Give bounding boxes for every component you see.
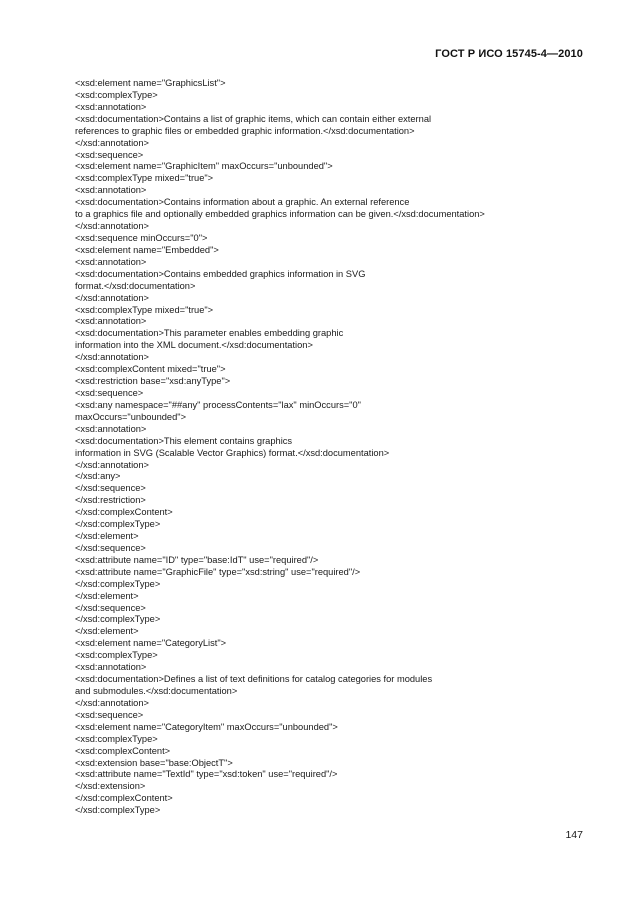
code-line: <xsd:complexType mixed="true"> bbox=[75, 173, 214, 184]
code-line: information into the XML document.</xsd:documentation> bbox=[75, 340, 313, 351]
code-line: <xsd:sequence> bbox=[75, 149, 144, 160]
code-line: </xsd:annotation> bbox=[75, 459, 149, 470]
code-line: </xsd:complexContent> bbox=[75, 793, 173, 804]
page-header-standard-id: ГОСТ Р ИСО 15745-4—2010 bbox=[435, 48, 583, 60]
code-line: </xsd:extension> bbox=[75, 781, 146, 792]
code-line: </xsd:complexType> bbox=[75, 614, 161, 625]
code-line: format.</xsd:documentation> bbox=[75, 280, 196, 291]
code-line: <xsd:documentation>Contains information about a graphic. An external reference bbox=[75, 197, 410, 208]
code-line: <xsd:documentation>This element contains graphics bbox=[75, 435, 293, 446]
code-line: <xsd:annotation> bbox=[75, 662, 147, 673]
code-line: </xsd:element> bbox=[75, 626, 139, 637]
code-line: </xsd:complexType> bbox=[75, 578, 161, 589]
code-line: </xsd:element> bbox=[75, 590, 139, 601]
code-line: </xsd:element> bbox=[75, 531, 139, 542]
code-line: </xsd:complexType> bbox=[75, 519, 161, 530]
code-line: <xsd:annotation> bbox=[75, 185, 147, 196]
code-line: <xsd:sequence> bbox=[75, 709, 144, 720]
code-line: <xsd:restriction base="xsd:anyType"> bbox=[75, 376, 231, 387]
code-line: to a graphics file and optionally embedded graphics information can be given.</xsd:documentation> bbox=[75, 209, 485, 220]
code-line: </xsd:complexContent> bbox=[75, 507, 173, 518]
code-line: <xsd:complexContent> bbox=[75, 745, 171, 756]
code-line: maxOccurs="unbounded"> bbox=[75, 411, 186, 422]
code-line: <xsd:extension base="base:ObjectT"> bbox=[75, 757, 233, 768]
code-line: and submodules.</xsd:documentation> bbox=[75, 686, 238, 697]
code-line: <xsd:complexType> bbox=[75, 650, 158, 661]
code-line: <xsd:complexContent mixed="true"> bbox=[75, 364, 226, 375]
code-line: <xsd:element name="Embedded"> bbox=[75, 244, 219, 255]
code-line: <xsd:element name="GraphicsList"> bbox=[75, 78, 226, 88]
code-line: </xsd:annotation> bbox=[75, 352, 149, 363]
code-line: <xsd:attribute name="GraphicFile" type="xsd:string" use="required"/> bbox=[75, 566, 361, 577]
code-line: </xsd:sequence> bbox=[75, 602, 146, 613]
code-line: </xsd:any> bbox=[75, 471, 121, 482]
code-line: <xsd:element name="CategoryItem" maxOccurs="unbounded"> bbox=[75, 721, 338, 732]
code-line: </xsd:annotation> bbox=[75, 221, 149, 232]
code-line: <xsd:documentation>Contains embedded graphics information in SVG bbox=[75, 268, 366, 279]
code-line: <xsd:documentation>Defines a list of text definitions for catalog categories for modules bbox=[75, 674, 433, 685]
code-line: <xsd:annotation> bbox=[75, 423, 147, 434]
code-line: references to graphic files or embedded graphic information.</xsd:documentation> bbox=[75, 125, 415, 136]
code-line: <xsd:complexType mixed="true"> bbox=[75, 304, 214, 315]
code-line: <xsd:element name="CategoryList"> bbox=[75, 638, 227, 649]
code-line: </xsd:annotation> bbox=[75, 292, 149, 303]
code-line: <xsd:annotation> bbox=[75, 316, 147, 327]
code-line: <xsd:element name="GraphicItem" maxOccurs="unbounded"> bbox=[75, 161, 333, 172]
code-line: <xsd:annotation> bbox=[75, 256, 147, 267]
code-line: </xsd:sequence> bbox=[75, 483, 146, 494]
code-line: </xsd:complexType> bbox=[75, 805, 161, 816]
xsd-code-listing bbox=[75, 78, 575, 817]
code-line: <xsd:complexType> bbox=[75, 733, 158, 744]
code-line: <xsd:documentation>This parameter enables embedding graphic bbox=[75, 328, 344, 339]
code-line: <xsd:complexType> bbox=[75, 89, 158, 100]
code-line: </xsd:annotation> bbox=[75, 137, 149, 148]
code-line: information in SVG (Scalable Vector Graphics) format.</xsd:documentation> bbox=[75, 447, 390, 458]
code-line: <xsd:sequence minOccurs="0"> bbox=[75, 232, 208, 243]
code-line: </xsd:sequence> bbox=[75, 542, 146, 553]
code-line: <xsd:sequence> bbox=[75, 387, 144, 398]
code-line: </xsd:restriction> bbox=[75, 495, 146, 506]
code-line: <xsd:documentation>Contains a list of graphic items, which can contain either external bbox=[75, 113, 432, 124]
code-line: </xsd:annotation> bbox=[75, 697, 149, 708]
page-number: 147 bbox=[565, 829, 583, 841]
code-line: <xsd:annotation> bbox=[75, 101, 147, 112]
code-line: <xsd:attribute name="ID" type="base:IdT" use="required"/> bbox=[75, 554, 319, 565]
code-line: <xsd:attribute name="TextId" type="xsd:token" use="required"/> bbox=[75, 769, 338, 780]
code-line: <xsd:any namespace="##any" processContents="lax" minOccurs="0" bbox=[75, 399, 361, 410]
